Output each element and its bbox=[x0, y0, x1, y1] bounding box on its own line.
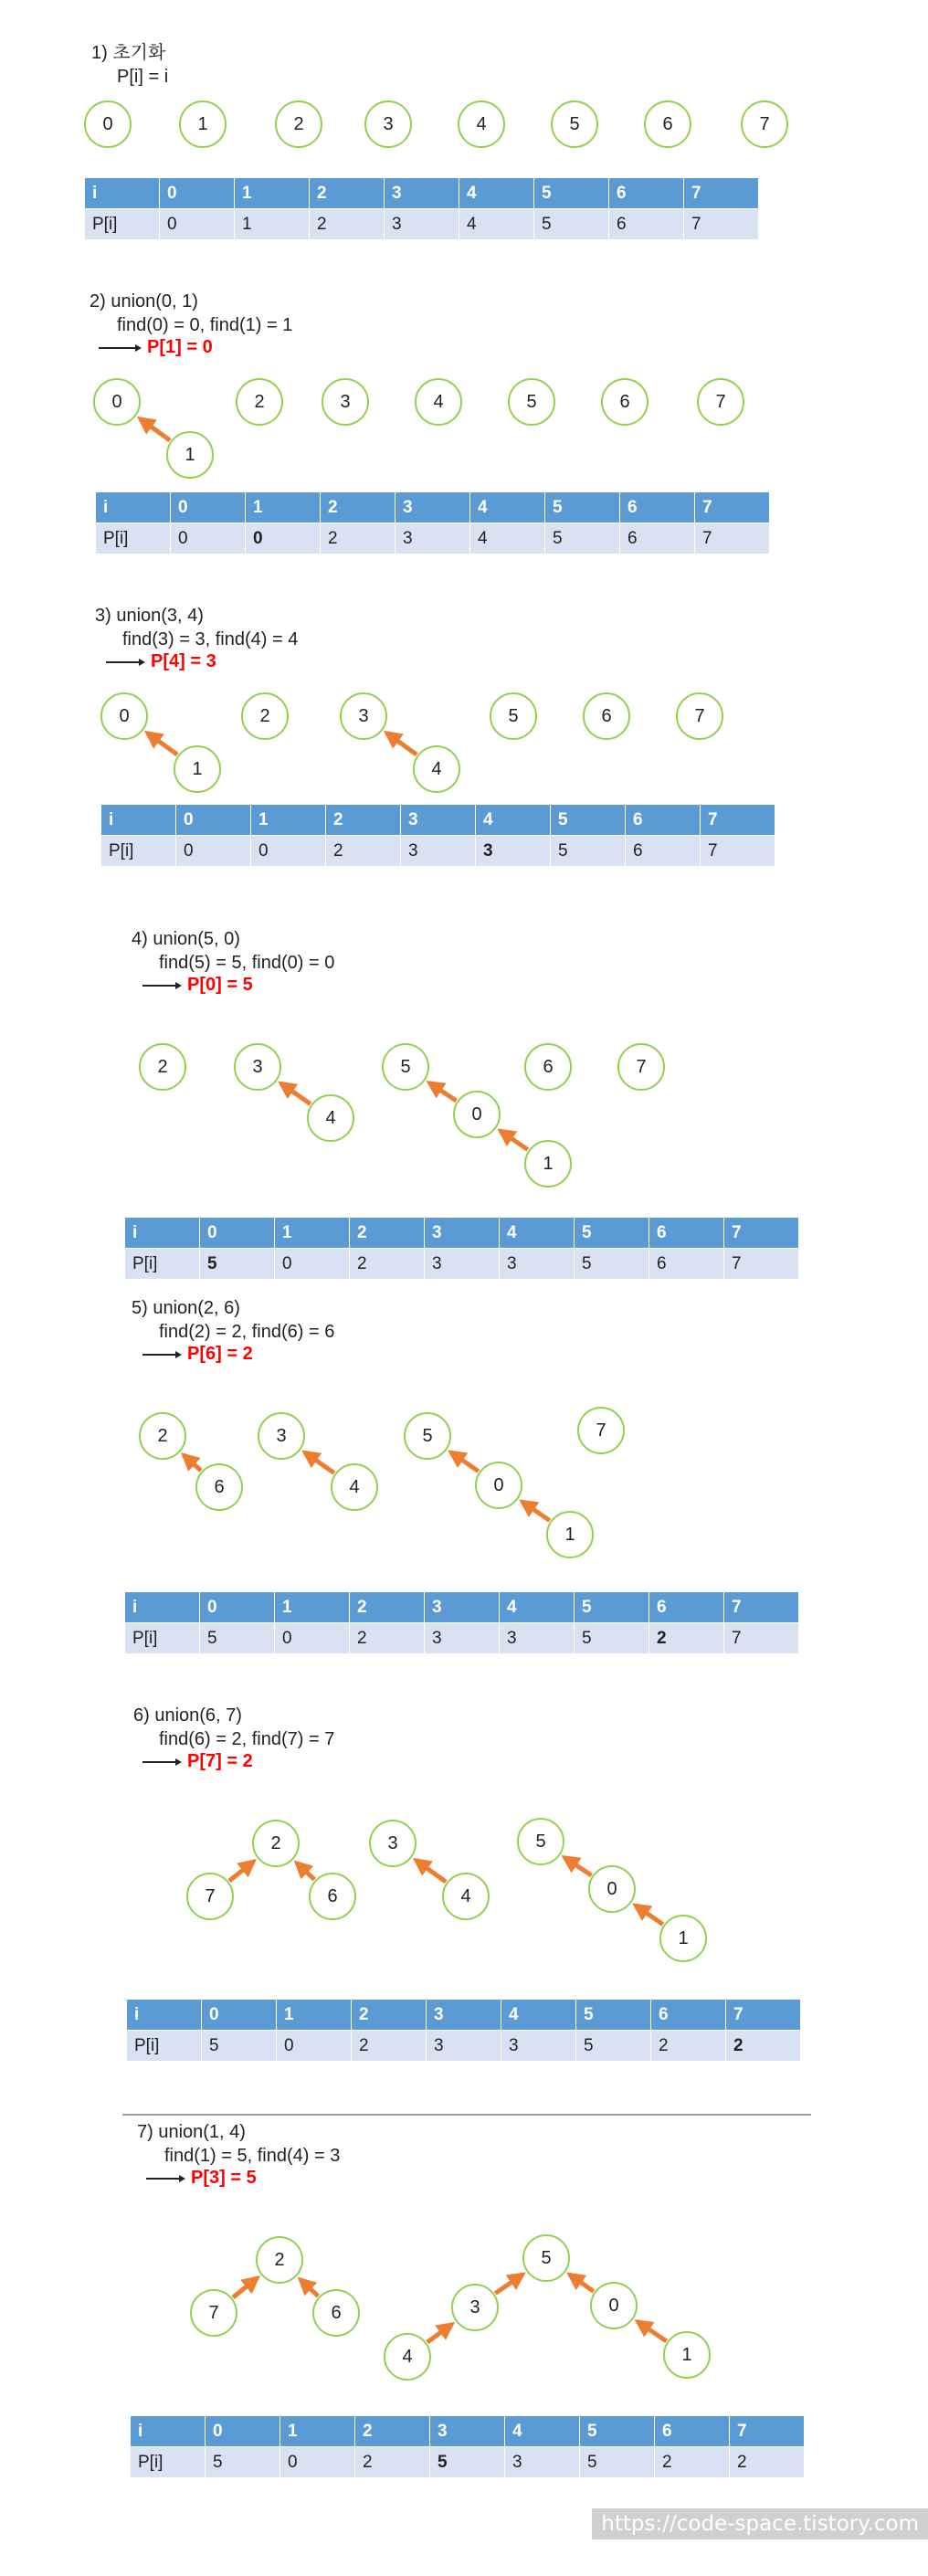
step-6-assignment: P[7] = 2 bbox=[187, 1751, 253, 1771]
table-cell: 7 bbox=[724, 1592, 799, 1623]
table-cell: 7 bbox=[724, 1623, 799, 1654]
node: 0 bbox=[453, 1091, 501, 1138]
step-4-result bbox=[142, 974, 253, 996]
table-cell: 2 bbox=[310, 209, 385, 240]
table-cell: 3 bbox=[401, 805, 476, 836]
node: 2 bbox=[275, 100, 322, 148]
table-cell: 7 bbox=[701, 805, 775, 836]
table-cell: i bbox=[85, 178, 160, 209]
node: 3 bbox=[369, 1820, 417, 1867]
node: 3 bbox=[340, 692, 387, 740]
step-4-note: find(5) = 5, find(0) = 0 bbox=[159, 953, 335, 973]
step-5-note: find(2) = 2, find(6) = 6 bbox=[159, 1322, 335, 1342]
table-cell: 6 bbox=[651, 2000, 726, 2031]
table-value-row bbox=[125, 1249, 799, 1280]
step-7-assignment: P[3] = 5 bbox=[191, 2168, 257, 2188]
table-cell: 2 bbox=[350, 1592, 425, 1623]
table-cell: 0 bbox=[171, 523, 246, 554]
table-cell: 0 bbox=[206, 2416, 280, 2447]
table-cell: 5 bbox=[575, 1592, 649, 1623]
table-cell: i bbox=[125, 1218, 200, 1249]
node: 2 bbox=[139, 1043, 186, 1091]
table-cell: 1 bbox=[251, 805, 326, 836]
table-cell: P[i] bbox=[127, 2031, 202, 2062]
table-cell: 1 bbox=[277, 2000, 352, 2031]
node: 3 bbox=[258, 1412, 305, 1460]
parent-table bbox=[95, 491, 770, 554]
table-header-row bbox=[125, 1218, 799, 1249]
parent-arrow bbox=[427, 2324, 452, 2342]
node: 5 bbox=[522, 2234, 570, 2282]
node: 5 bbox=[404, 1412, 451, 1460]
step-4-title: 4) union(5, 0) bbox=[132, 929, 240, 949]
node: 7 bbox=[186, 1873, 234, 1920]
watermark: https://code-space.tistory.com bbox=[592, 2508, 928, 2539]
table-cell: P[i] bbox=[125, 1623, 200, 1654]
table-cell: 6 bbox=[609, 209, 684, 240]
table-cell: 2 bbox=[321, 523, 395, 554]
step-2-result bbox=[99, 336, 213, 358]
table-cell: 2 bbox=[326, 805, 401, 836]
table-cell: 2 bbox=[355, 2447, 430, 2478]
node: 0 bbox=[590, 2282, 638, 2329]
table-cell: 3 bbox=[505, 2447, 580, 2478]
step-5-result bbox=[142, 1343, 253, 1365]
table-cell: 5 bbox=[575, 1218, 649, 1249]
table-cell: 3 bbox=[385, 209, 459, 240]
parent-arrow bbox=[304, 1452, 333, 1473]
step-3-assignment: P[4] = 3 bbox=[151, 651, 216, 671]
table-cell: 4 bbox=[501, 2000, 576, 2031]
node: 5 bbox=[508, 378, 555, 426]
table-cell: 5 bbox=[545, 492, 620, 523]
node: 6 bbox=[312, 2289, 360, 2337]
table-header-row bbox=[131, 2416, 805, 2447]
table-cell: 4 bbox=[470, 523, 545, 554]
node: 4 bbox=[307, 1094, 354, 1142]
table-cell: 6 bbox=[626, 805, 701, 836]
node: 1 bbox=[663, 2331, 711, 2379]
parent-table bbox=[84, 177, 759, 240]
table-cell: 2 bbox=[352, 2000, 427, 2031]
node: 6 bbox=[601, 378, 649, 426]
table-cell: 0 bbox=[275, 1623, 350, 1654]
table-cell: 5 bbox=[534, 209, 609, 240]
parent-arrow bbox=[229, 1861, 254, 1881]
node: 3 bbox=[451, 2284, 499, 2331]
table-cell: 3 bbox=[427, 2000, 501, 2031]
table-cell: i bbox=[131, 2416, 206, 2447]
table-value-row bbox=[131, 2447, 805, 2478]
table-header-row bbox=[125, 1592, 799, 1623]
table-cell: 0 bbox=[200, 1592, 275, 1623]
divider bbox=[122, 2114, 811, 2116]
table-cell: i bbox=[96, 492, 171, 523]
parent-arrow bbox=[429, 1082, 457, 1101]
table-value-row bbox=[96, 523, 770, 554]
step-2-title: 2) union(0, 1) bbox=[90, 291, 198, 311]
table-cell: 7 bbox=[695, 492, 770, 523]
table-cell: 6 bbox=[620, 492, 695, 523]
parent-arrow bbox=[140, 418, 170, 440]
table-cell: 2 bbox=[355, 2416, 430, 2447]
table-cell: 3 bbox=[425, 1623, 500, 1654]
table-cell: 5 bbox=[551, 836, 626, 867]
table-cell: 3 bbox=[425, 1218, 500, 1249]
parent-arrow bbox=[635, 1906, 662, 1925]
node: 7 bbox=[190, 2289, 237, 2337]
table-header-row bbox=[96, 492, 770, 523]
node: 5 bbox=[490, 692, 537, 740]
parent-arrow bbox=[416, 1860, 446, 1882]
parent-table bbox=[130, 2415, 805, 2478]
parent-arrow bbox=[495, 2275, 522, 2294]
table-cell: 5 bbox=[576, 2031, 651, 2062]
table-value-row bbox=[85, 209, 759, 240]
table-cell: 3 bbox=[395, 492, 470, 523]
parent-arrow bbox=[147, 733, 177, 755]
node: 0 bbox=[475, 1462, 522, 1509]
step-2-note: find(0) = 0, find(1) = 1 bbox=[117, 315, 293, 335]
table-cell: 5 bbox=[576, 2000, 651, 2031]
table-cell: 4 bbox=[470, 492, 545, 523]
step-4-assignment: P[0] = 5 bbox=[187, 975, 253, 995]
table-cell: 0 bbox=[160, 178, 235, 209]
step-6-title: 6) union(6, 7) bbox=[133, 1705, 242, 1726]
table-cell: P[i] bbox=[85, 209, 160, 240]
parent-table bbox=[100, 804, 775, 867]
table-cell: 6 bbox=[649, 1592, 724, 1623]
table-cell: 2 bbox=[350, 1249, 425, 1280]
table-cell: P[i] bbox=[125, 1249, 200, 1280]
table-cell: 2 bbox=[655, 2447, 730, 2478]
node: 2 bbox=[252, 1820, 300, 1867]
table-cell: 2 bbox=[726, 2031, 801, 2062]
table-cell: 1 bbox=[246, 492, 321, 523]
table-cell: 0 bbox=[200, 1218, 275, 1249]
step-2-assignment: P[1] = 0 bbox=[147, 337, 213, 357]
table-cell: 0 bbox=[280, 2447, 355, 2478]
table-cell: 3 bbox=[427, 2031, 501, 2062]
table-cell: i bbox=[125, 1592, 200, 1623]
node: 7 bbox=[697, 378, 744, 426]
table-cell: 4 bbox=[505, 2416, 580, 2447]
step-6-result bbox=[142, 1750, 253, 1772]
table-cell: 2 bbox=[350, 1218, 425, 1249]
parent-arrow bbox=[638, 2321, 667, 2341]
table-cell: 0 bbox=[251, 836, 326, 867]
table-cell: 2 bbox=[651, 2031, 726, 2062]
table-cell: 0 bbox=[160, 209, 235, 240]
table-cell: 5 bbox=[575, 1249, 649, 1280]
table-cell: P[i] bbox=[131, 2447, 206, 2478]
table-cell: i bbox=[101, 805, 176, 836]
node: 6 bbox=[195, 1463, 243, 1511]
step-3-title: 3) union(3, 4) bbox=[95, 606, 204, 626]
node: 4 bbox=[413, 745, 460, 793]
table-cell: 3 bbox=[385, 178, 459, 209]
node: 3 bbox=[364, 100, 412, 148]
parent-arrow bbox=[569, 2275, 594, 2292]
node: 7 bbox=[676, 692, 723, 740]
node: 7 bbox=[577, 1407, 625, 1454]
table-cell: 5 bbox=[200, 1623, 275, 1654]
parent-arrow bbox=[564, 1857, 592, 1875]
table-cell: 1 bbox=[275, 1218, 350, 1249]
table-cell: 3 bbox=[500, 1249, 575, 1280]
table-cell: 7 bbox=[730, 2416, 805, 2447]
node: 0 bbox=[588, 1865, 636, 1913]
node: 1 bbox=[546, 1511, 594, 1558]
table-cell: 3 bbox=[430, 2416, 505, 2447]
table-cell: 0 bbox=[202, 2000, 277, 2031]
parent-table bbox=[126, 1999, 801, 2062]
step-3-result bbox=[106, 650, 216, 672]
parent-table bbox=[124, 1591, 799, 1654]
node: 1 bbox=[524, 1140, 572, 1188]
table-cell: 3 bbox=[500, 1623, 575, 1654]
parent-arrow bbox=[280, 1083, 310, 1104]
node: 3 bbox=[234, 1043, 281, 1091]
node: 3 bbox=[322, 378, 369, 426]
table-cell: 2 bbox=[649, 1623, 724, 1654]
table-cell: 2 bbox=[326, 836, 401, 867]
node: 2 bbox=[139, 1412, 186, 1460]
table-cell: 0 bbox=[171, 492, 246, 523]
node: 2 bbox=[241, 692, 289, 740]
table-cell: 2 bbox=[352, 2031, 427, 2062]
table-cell: 4 bbox=[459, 209, 534, 240]
table-cell: 5 bbox=[551, 805, 626, 836]
table-cell: 5 bbox=[545, 523, 620, 554]
table-cell: 6 bbox=[609, 178, 684, 209]
table-cell: 5 bbox=[202, 2031, 277, 2062]
table-cell: 4 bbox=[459, 178, 534, 209]
node: 0 bbox=[100, 692, 148, 740]
table-header-row bbox=[101, 805, 775, 836]
table-cell: 6 bbox=[626, 836, 701, 867]
node: 4 bbox=[331, 1463, 378, 1511]
parent-arrow bbox=[450, 1452, 478, 1472]
table-cell: 7 bbox=[684, 209, 759, 240]
node: 2 bbox=[236, 378, 283, 426]
table-cell: 2 bbox=[350, 1623, 425, 1654]
table-value-row bbox=[127, 2031, 801, 2062]
step-3-note: find(3) = 3, find(4) = 4 bbox=[122, 629, 299, 649]
table-cell: 0 bbox=[246, 523, 321, 554]
step-6-note: find(6) = 2, find(7) = 7 bbox=[159, 1729, 335, 1749]
table-cell: 6 bbox=[649, 1218, 724, 1249]
table-cell: P[i] bbox=[96, 523, 171, 554]
table-cell: 4 bbox=[476, 805, 551, 836]
step-7-title: 7) union(1, 4) bbox=[137, 2122, 246, 2142]
step-7-note: find(1) = 5, find(4) = 3 bbox=[164, 2146, 341, 2166]
table-cell: 5 bbox=[430, 2447, 505, 2478]
step-1-title: 1) 초기화 bbox=[91, 43, 166, 63]
table-cell: 3 bbox=[425, 1592, 500, 1623]
table-cell: 7 bbox=[701, 836, 775, 867]
node: 5 bbox=[382, 1043, 429, 1091]
parent-arrow bbox=[386, 733, 417, 755]
parent-arrow bbox=[297, 1863, 315, 1879]
node: 1 bbox=[659, 1915, 707, 1962]
table-cell: 7 bbox=[684, 178, 759, 209]
table-cell: 6 bbox=[649, 1249, 724, 1280]
node: 4 bbox=[384, 2333, 431, 2381]
node: 4 bbox=[415, 378, 462, 426]
table-header-row bbox=[85, 178, 759, 209]
table-cell: 7 bbox=[724, 1249, 799, 1280]
step-5-assignment: P[6] = 2 bbox=[187, 1344, 253, 1364]
node: 1 bbox=[179, 100, 227, 148]
table-cell: 5 bbox=[580, 2447, 655, 2478]
table-cell: 2 bbox=[730, 2447, 805, 2478]
node: 7 bbox=[617, 1043, 665, 1091]
parent-arrow bbox=[522, 1502, 549, 1521]
table-cell: 7 bbox=[695, 523, 770, 554]
table-cell: 0 bbox=[275, 1249, 350, 1280]
node: 6 bbox=[524, 1043, 572, 1091]
table-cell: 1 bbox=[235, 209, 310, 240]
parent-arrow bbox=[233, 2277, 258, 2297]
table-cell: 2 bbox=[321, 492, 395, 523]
table-cell: 3 bbox=[395, 523, 470, 554]
node: 0 bbox=[84, 100, 132, 148]
table-cell: 7 bbox=[726, 2000, 801, 2031]
node: 5 bbox=[551, 100, 598, 148]
table-cell: 1 bbox=[280, 2416, 355, 2447]
node: 5 bbox=[517, 1818, 564, 1865]
node: 6 bbox=[644, 100, 691, 148]
table-cell: 3 bbox=[425, 1249, 500, 1280]
step-1-note: P[i] = i bbox=[117, 67, 169, 87]
table-cell: 2 bbox=[310, 178, 385, 209]
table-cell: 7 bbox=[724, 1218, 799, 1249]
table-cell: 0 bbox=[277, 2031, 352, 2062]
table-cell: 4 bbox=[500, 1592, 575, 1623]
table-header-row bbox=[127, 2000, 801, 2031]
table-cell: i bbox=[127, 2000, 202, 2031]
table-value-row bbox=[125, 1623, 799, 1654]
table-cell: 5 bbox=[575, 1623, 649, 1654]
table-cell: 0 bbox=[176, 836, 251, 867]
table-cell: 1 bbox=[275, 1592, 350, 1623]
node: 1 bbox=[174, 745, 221, 793]
parent-arrow bbox=[301, 2279, 319, 2296]
table-cell: 3 bbox=[501, 2031, 576, 2062]
table-cell: 4 bbox=[500, 1218, 575, 1249]
node: 6 bbox=[583, 692, 630, 740]
node: 7 bbox=[741, 100, 788, 148]
parent-arrow bbox=[184, 1455, 201, 1471]
table-cell: 3 bbox=[476, 836, 551, 867]
table-cell: 5 bbox=[534, 178, 609, 209]
parent-table bbox=[124, 1217, 799, 1280]
table-cell: 5 bbox=[200, 1249, 275, 1280]
node: 4 bbox=[458, 100, 505, 148]
node: 6 bbox=[309, 1873, 356, 1920]
table-cell: P[i] bbox=[101, 836, 176, 867]
table-value-row bbox=[101, 836, 775, 867]
node: 1 bbox=[166, 431, 214, 479]
parent-arrow bbox=[500, 1131, 527, 1150]
table-cell: 5 bbox=[206, 2447, 280, 2478]
node: 2 bbox=[256, 2236, 303, 2284]
node: 4 bbox=[442, 1873, 490, 1920]
table-cell: 1 bbox=[235, 178, 310, 209]
step-7-result bbox=[146, 2167, 257, 2189]
step-5-title: 5) union(2, 6) bbox=[132, 1298, 240, 1318]
table-cell: 0 bbox=[176, 805, 251, 836]
node: 0 bbox=[93, 378, 141, 426]
table-cell: 6 bbox=[655, 2416, 730, 2447]
table-cell: 5 bbox=[580, 2416, 655, 2447]
table-cell: 6 bbox=[620, 523, 695, 554]
table-cell: 3 bbox=[401, 836, 476, 867]
